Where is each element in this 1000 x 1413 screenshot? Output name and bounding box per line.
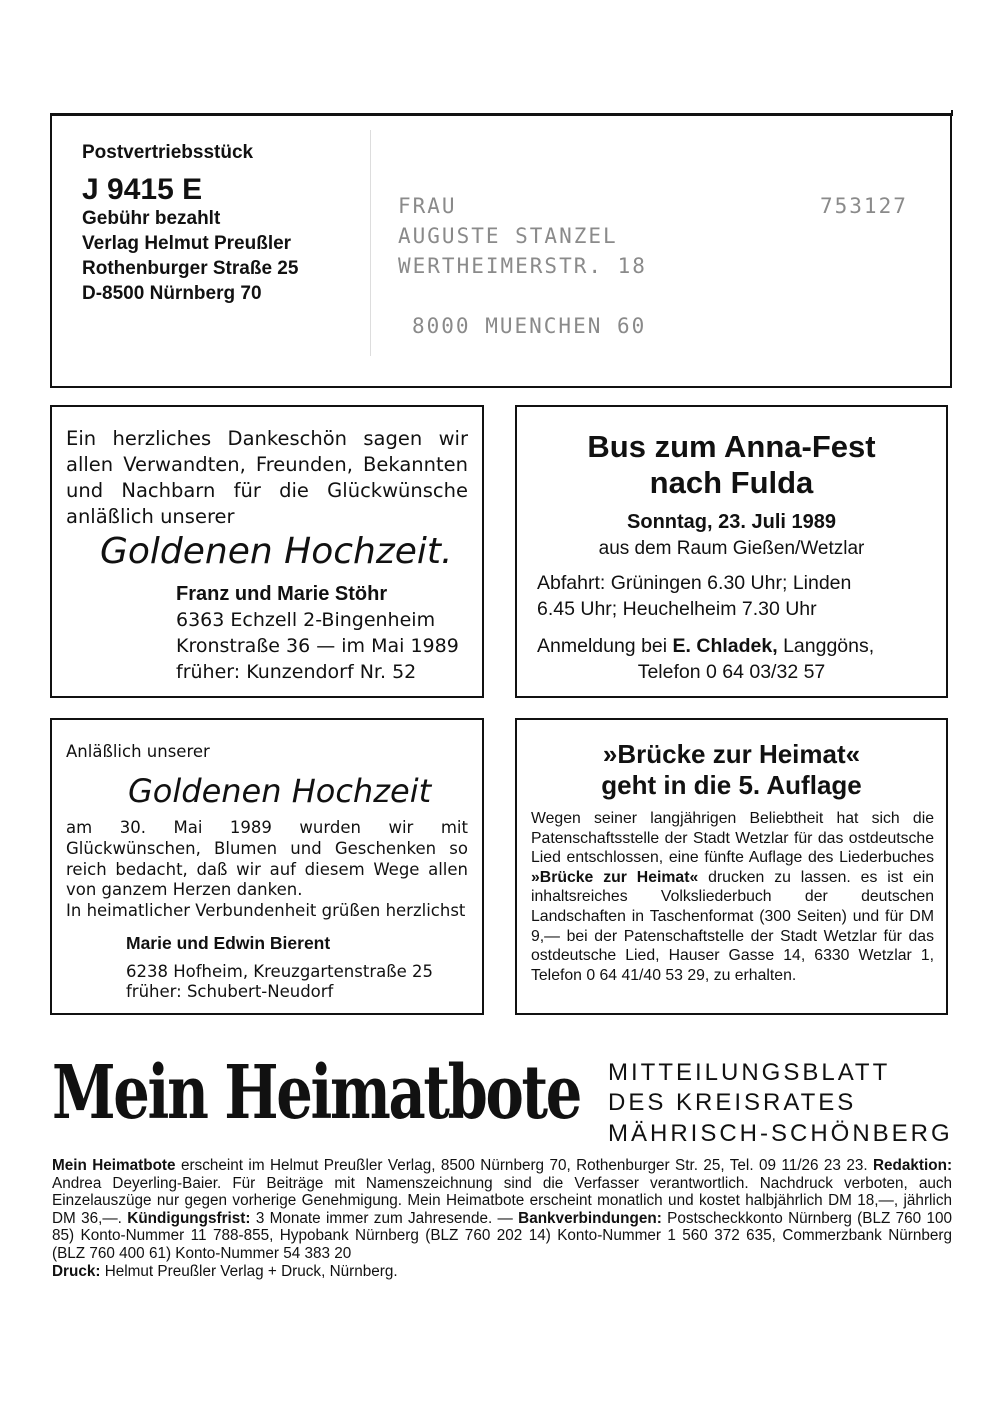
ad-text: In heimatlicher Verbundenheit grüßen herzlichst (66, 901, 466, 920)
book-title: »Brücke zur Heimat« (531, 868, 699, 886)
masthead-subtitle: MITTEILUNGSBLATT (608, 1059, 891, 1086)
ad-registration (537, 635, 874, 658)
recipient-city: 8000 MUENCHEN 60 (412, 314, 647, 338)
impressum-bold: Druck: (52, 1262, 101, 1280)
sender-line: Gebühr bezahlt (82, 208, 221, 229)
ad-text: Ein herzliches Dankeschön sagen wir allen Verwandten, Freunden, Bekannten und Nachbarn für die Glückwünsche anläßlich unserer (66, 427, 468, 528)
impressum-bold: Redaktion: (873, 1157, 953, 1174)
sender-line: Rothenburger Straße 25 (82, 258, 299, 279)
impressum-print (52, 1263, 952, 1281)
ad-headline: Goldenen Hochzeit (128, 772, 432, 810)
ad-book-bruecke (515, 718, 948, 1015)
ad-text: am 30. Mai 1989 wurden wir mit Glückwünschen, Blumen und Geschenken so reich bedacht, daß wir auf diesem Wege allen von ganzem Herzen danken. (66, 818, 468, 900)
ad-address-line: früher: Kunzendorf Nr. 52 (176, 661, 417, 683)
impressum-bold: Bankverbindungen: (518, 1209, 662, 1227)
postal-code: J 9415 E (82, 173, 203, 206)
address-block (50, 113, 952, 388)
impressum (52, 1157, 952, 1280)
ad-address-line: 6363 Echzell 2-Bingenheim (176, 609, 436, 631)
ad-departure: Abfahrt: Grüningen 6.30 Uhr; Linden (537, 572, 852, 594)
impressum-bold: Kündigungsfrist: (127, 1209, 251, 1227)
impressum-span: Helmut Preußler Verlag + Druck, Nürnberg. (104, 1262, 398, 1280)
sender-line: Verlag Helmut Preußler (82, 233, 292, 254)
ad-thanks-bierent (50, 718, 484, 1015)
ad-names: Marie und Edwin Bierent (126, 933, 331, 953)
ad-intro: Anläßlich unserer (66, 742, 210, 761)
recipient-line: AUGUSTE STANZEL (398, 224, 618, 248)
masthead-subtitle: MÄHRISCH-SCHÖNBERG (608, 1120, 953, 1147)
registration-prefix: Anmeldung bei (537, 635, 668, 657)
sender-line: D-8500 Nürnberg 70 (82, 283, 262, 304)
ad-bus-anna-fest (515, 405, 948, 698)
recipient-line: WERTHEIMERSTR. 18 (398, 254, 647, 278)
ad-address-line: früher: Schubert-Neudorf (126, 982, 334, 1001)
masthead-subtitle: DES KREISRATES (608, 1089, 857, 1116)
registration-name: E. Chladek, (672, 635, 778, 657)
ad-date: Sonntag, 23. Juli 1989 (627, 511, 836, 533)
customer-number: 753127 (820, 194, 908, 218)
impressum-span: erscheint im Helmut Preußler Verlag, 8500 Nürnberg 70, Rothenburger Str. 25, Tel. 09 11/26 23 23. (180, 1157, 868, 1174)
ad-thanks-stoehr (50, 405, 484, 698)
ad-names: Franz und Marie Stöhr (176, 583, 388, 605)
impressum-span: Andrea Deyerling-Baier. Für Beiträge mit Namenszeichnung sind die Verfasser verantwortlich. Nachdruck verboten, auch Einzelauszüge nur gegen vorherige Genehmigung. Mein Heimatbote erscheint monatlich und kostet halbjährlich DM 18,—, jährlich DM 36,—. (52, 1174, 952, 1227)
impressum-span: 3 Monate immer zum Jahresende. — (255, 1209, 513, 1227)
divider (370, 130, 371, 356)
ad-address-line: 6238 Hofheim, Kreuzgartenstraße 25 (126, 962, 434, 981)
logo-text: Mein Heimatbote (52, 1050, 580, 1136)
ad-headline: Goldenen Hochzeit. (100, 531, 453, 572)
impressum-span: Postscheckkonto Nürnberg (BLZ 760 100 85) Konto-Nummer 11 788-855, Hypobank Nürnberg (BLZ 760 202 14) Konto-Nummer 1 560 372 635, Commerzbank Nürnberg (BLZ 760 400 61) Konto-Nummer 54 383 20 (52, 1209, 953, 1262)
ad-title: nach Fulda (649, 465, 814, 500)
ad-address-line: Kronstraße 36 — im Mai 1989 (176, 635, 459, 657)
ad-departure: 6.45 Uhr; Heuchelheim 7.30 Uhr (537, 598, 817, 620)
sender-label: Postvertriebsstück (82, 142, 254, 163)
impressum-text (52, 1157, 952, 1263)
ad-phone: Telefon 0 64 03/32 57 (637, 661, 826, 683)
ad-text-a: Wegen seiner langjährigen Beliebtheit hat sich die Patenschaftsstelle der Stadt Wetzlar für das ostdeutsche Lied entschlossen, eine fünfte Auflage des Liederbuches (531, 810, 934, 867)
ad-area: aus dem Raum Gießen/Wetzlar (598, 538, 865, 559)
recipient-line: FRAU (398, 194, 457, 218)
ad-title: »Brücke zur Heimat« (602, 739, 861, 769)
registration-suffix: Langgöns, (783, 635, 875, 657)
ad-text-b: drucken zu lassen. es ist ein inhaltsreiches Volksliederbuch der deutschen Landschaften in Taschenformat (300 Seiten) und für DM 9,— bei der Patenschaftstelle der Stadt Wetzlar für das ostdeutsche Lied, Hauser Gasse 14, 6330 Wetzlar 1, Telefon 0 64 41/40 53 29, zu erhalten. (531, 868, 934, 984)
impressum-bold: Mein Heimatbote (52, 1157, 176, 1174)
ad-title: Bus zum Anna-Fest (587, 429, 876, 464)
ad-text (531, 809, 934, 985)
masthead-logo (50, 1020, 585, 1150)
blackletter-logo (50, 1020, 585, 1150)
ad-title: geht in die 5. Auflage (601, 770, 862, 800)
